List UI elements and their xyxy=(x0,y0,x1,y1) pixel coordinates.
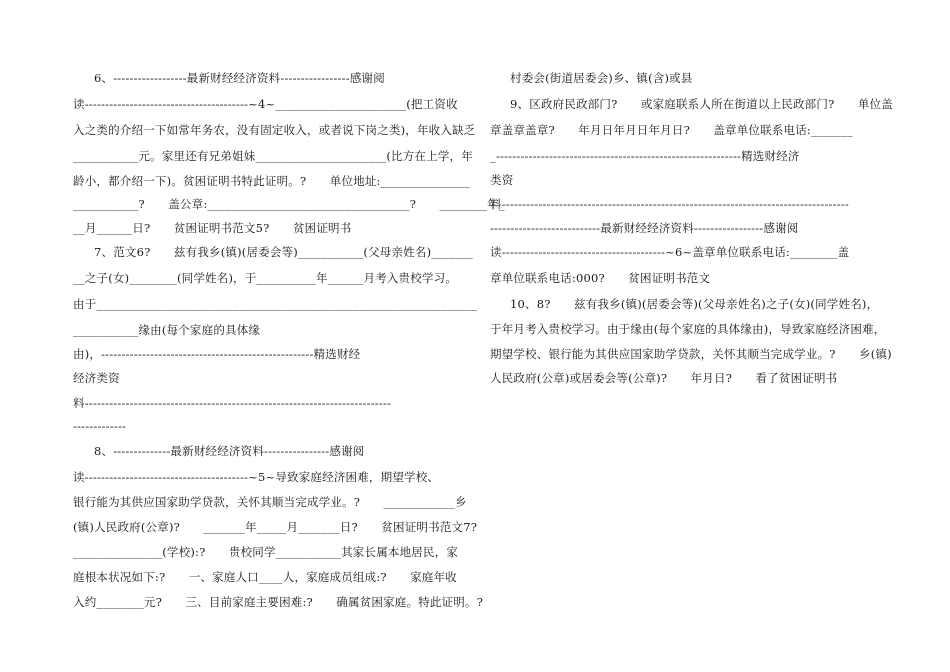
text-line: 6、------------------最新财经经济资料-----------------感谢阅 xyxy=(94,71,385,85)
text-line: ------------- xyxy=(73,419,127,433)
text-line: 料--------------------------------------------------------------------------- xyxy=(73,396,392,410)
text-line: 庭根本状况如下:? 一、家庭人口____人，家庭成员组成:? 家庭年收 xyxy=(73,570,457,584)
text-line: 村委会(街道居委会)乡、镇(含)或县 xyxy=(510,71,693,85)
text-line: 银行能为其供应国家助学贷款，关怀其顺当完成学业。? ____________乡 xyxy=(73,495,467,509)
text-line: 读----------------------------------------~5~导致家庭经济困难，期望学校、 xyxy=(73,470,440,484)
text-line: ___________元。家里还有兄弟姐妹______________________(比方在上学，年 xyxy=(73,149,473,163)
text-line: 入约________元? 三、目前家庭主要困难:? 确属贫困家庭。特此证明。? xyxy=(73,595,484,609)
text-line: 9、区政府民政部门? 或家庭联系人所在街道以上民政部门? 单位盖 xyxy=(510,97,893,111)
text-line: 龄小，都介绍一下)。贫困证明书特此证明。? 单位地址:_______________ xyxy=(73,174,470,188)
text-line: 7、范文6? 兹有我乡(镇)(居委会等)___________(父母亲姓名)_______ xyxy=(94,245,473,259)
text-line: ___________缘由(每个家庭的具体缘 xyxy=(73,323,261,337)
text-line: ___________? 盖公章:__________________________________? ________年_ xyxy=(73,197,505,211)
text-line: 入之类的介绍一下如常年务农，没有固定收入，或者说下岗之类)，年收入缺乏 xyxy=(73,123,476,137)
text-line: 8、--------------最新财经经济资料----------------感谢阅 xyxy=(94,444,365,458)
text-line: (镇)人民政府(公章)? _______年_____月_______日? 贫困证明书范文7? xyxy=(73,520,478,534)
text-line: 10、8? 兹有我乡(镇)(居委会等)(父母亲姓名)之子(女)(同学姓名)， xyxy=(510,297,879,311)
text-line: 由)，----------------------------------------------------精选财经 xyxy=(73,347,361,361)
text-line: ---------------------------最新财经经济资料-----------------感谢阅 xyxy=(490,221,799,235)
text-line: 类资 xyxy=(490,173,514,187)
text-line: 读----------------------------------------~4~______________________(把工资收 xyxy=(73,97,458,111)
text-line: 经济类资 xyxy=(73,371,120,385)
text-line: __月______日? 贫困证明书范文5? 贫困证明书 xyxy=(73,221,352,235)
text-line: 章盖章盖章? 年月日年月日年月日? 盖章单位联系电话:_______ xyxy=(490,123,853,137)
text-line: 料------------------------------------------------------------------------------------- xyxy=(490,197,849,211)
text-line: _______________(学校):? 贵校同学___________其家长属本地居民，家 xyxy=(73,545,459,559)
text-line: 由于________________________________________________________________ xyxy=(73,297,478,311)
text-line: 读----------------------------------------~6~盖章单位联系电话:________盖 xyxy=(490,245,850,259)
text-line: _------------------------------------------------------------精选财经济 xyxy=(490,149,800,163)
text-line: 人民政府(公章)或居委会等(公章)? 年月日? 看了贫困证明书 xyxy=(490,371,838,385)
text-line: 期望学校、银行能为其供应国家助学贷款，关怀其顺当完成学业。? 乡(镇) xyxy=(490,347,892,361)
text-line: 章单位联系电话:000? 贫困证明书范文 xyxy=(490,271,711,285)
text-line: 于年月考入贵校学习。由于缘由(每个家庭的具体缘由)，导致家庭经济困难， xyxy=(490,322,886,336)
text-line: __之子(女)________(同学姓名)，于__________年______月考入贵校学习。 xyxy=(73,271,458,285)
